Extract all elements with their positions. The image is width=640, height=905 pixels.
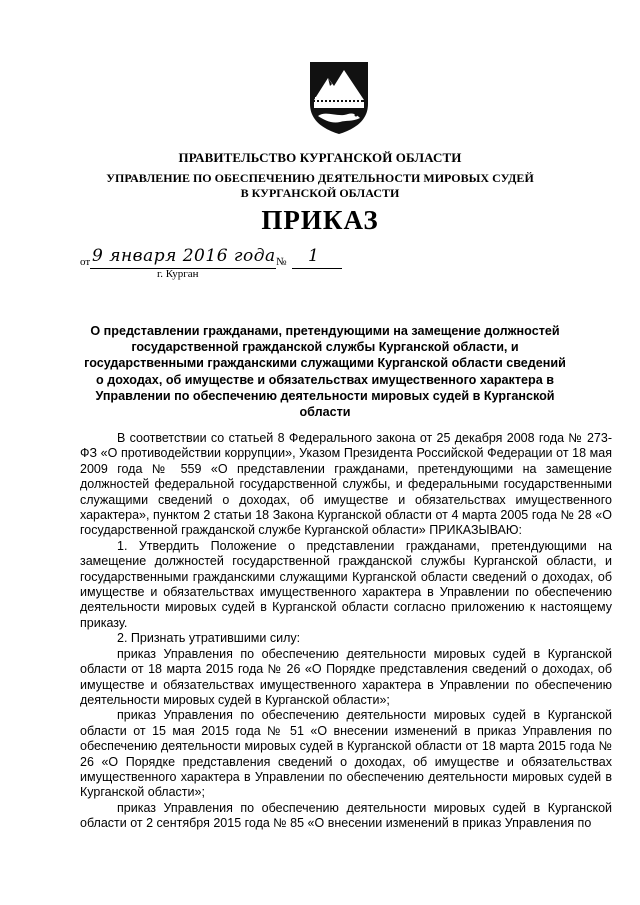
department-name-line1: УПРАВЛЕНИЕ ПО ОБЕСПЕЧЕНИЮ ДЕЯТЕЛЬНОСТИ МИРОВЫХ СУДЕЙ xyxy=(106,171,534,185)
handwritten-date: 9 января 2016 года xyxy=(92,246,276,266)
document-title: ПРИКАЗ xyxy=(261,205,379,235)
document-subject: О представлении гражданами, претендующими на замещение должностей государственной гражданской службы Курганской области, и государственными гражданскими служащими Курганской области сведений о доходах, об имуществе и обязательствах имущественного характера в Управлении по обеспечению деятельности мировых судей в Курганской области xyxy=(84,324,566,420)
body-paragraph-order-1: приказ Управления по обеспечению деятельности мировых судей в Курганской области от 18 марта 2015 года № 26 «О Порядке представления сведений о доходах, об имуществе и обязательствах имущественного характера в Управлении по обеспечению деятельности мировых судей в Курганской области»; xyxy=(80,646,612,707)
body-paragraph-preamble: В соответствии со статьей 8 Федерального закона от 25 декабря 2008 года № 273-ФЗ «О противодействии коррупции», Указом Президента Российской Федерации от 18 мая 2009 года № 559 «О представлении гражданами, претендующими на замещение должностей федеральной государственной службы, и федеральными государственными служащими сведений о доходах, об имуществе и обязательствах имущественного характера», пунктом 2 статьи 18 Закона Курганской области от 4 марта 2005 года № 28 «О государственной гражданской службе Курганской области» ПРИКАЗЫВАЮ: xyxy=(80,431,612,538)
body-paragraph-item-2: 2. Признать утратившими силу: xyxy=(117,631,301,646)
coat-of-arms-icon xyxy=(308,60,370,136)
number-underline xyxy=(292,268,342,269)
number-label: № xyxy=(276,256,287,268)
body-paragraph-item-1: 1. Утвердить Положение о представлении гражданами, претендующими на замещение должностей государственной гражданской службы Курганской области, и государственными гражданскими служащими Курганской области сведений о доходах, об имуществе и обязательствах имущественного характера в Управлении по обеспечению деятельности мировых судей в Курганской области согласно приложению к настоящему приказу. xyxy=(80,538,612,630)
department-name-line2: В КУРГАНСКОЙ ОБЛАСТИ xyxy=(240,186,400,200)
government-name: ПРАВИТЕЛЬСТВО КУРГАНСКОЙ ОБЛАСТИ xyxy=(178,150,462,165)
document-body xyxy=(80,431,612,832)
date-from-label: от xyxy=(80,256,91,268)
handwritten-number: 1 xyxy=(308,246,320,266)
body-paragraph-order-2: приказ Управления по обеспечению деятельности мировых судей в Курганской области от 15 мая 2015 года № 51 «О внесении изменений в приказ Управления по обеспечению деятельности мировых судей в Курганской области от 18 марта 2015 года № 26 «О Порядке представления сведений о доходах, об имуществе и обязательствах имущественного характера в Управлении по обеспечению деятельности мировых судей в Курганской области»; xyxy=(80,708,612,800)
city-label: г. Курган xyxy=(157,268,199,280)
body-paragraph-order-3: приказ Управления по обеспечению деятельности мировых судей в Курганской области от 2 сентября 2015 года № 85 «О внесении изменений в приказ Управления по xyxy=(80,800,612,831)
